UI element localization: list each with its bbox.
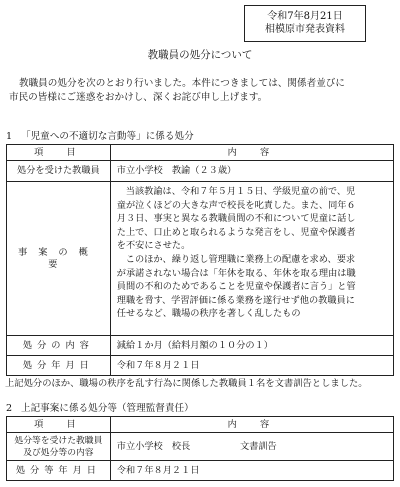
section-2-table xyxy=(6,416,394,481)
date-value: 令和７年８月２１日 xyxy=(110,356,393,376)
person-value: 市立小学校 教諭（２３歳） xyxy=(110,161,393,182)
section-2-title: 上記事案に係る処分等（管理監督責任） xyxy=(21,403,194,414)
col-header-item: 項 目 xyxy=(7,417,111,433)
table-header-row xyxy=(7,145,394,161)
section-1-table xyxy=(6,144,394,376)
summary-paragraph-2: このほか、繰り返し管理職に業務上の配慮を求め、要求 が承諾されない場合は「年休を取る、年休を取る理由は職 員間の不和のためであることを児童や保護者に言う」と管 理職を脅す、学習評価に係る業務を遂行せず他の教職員に 任せるなど、職場の秩序を著しく乱したもの xyxy=(116,253,356,320)
summary-label: 事案の概要 xyxy=(7,182,111,336)
table-header-row xyxy=(7,417,394,433)
date-value: 令和７年８月２１日 xyxy=(110,461,393,481)
additional-note: 上記処分のほか、職場の秩序を乱す行為に関係した教職員１名を文書訓告としました。 xyxy=(5,378,368,389)
release-date: 令和7年8月21日 xyxy=(267,11,343,22)
section-2-number: 2 xyxy=(6,403,13,414)
section-2-heading xyxy=(6,403,194,415)
table-row xyxy=(7,433,394,461)
col-header-item: 項 目 xyxy=(7,145,111,161)
intro-line-2: 市民の皆様にご迷惑をおかけし、深くお詫び申し上げます。 xyxy=(9,91,268,103)
release-source: 相模原市発表資料 xyxy=(265,24,345,35)
document-title: 教職員の処分について xyxy=(147,49,253,61)
person-label: 処分を受けた教職員 xyxy=(7,161,111,182)
penalty-label: 処分の内容 xyxy=(7,336,111,356)
section-1-title: 「児童への不適切な言動等」に係る処分 xyxy=(21,131,194,142)
table-row xyxy=(7,161,394,182)
table-row xyxy=(7,336,394,356)
col-header-content: 内 容 xyxy=(110,417,393,433)
summary-detail xyxy=(110,182,393,336)
table-row xyxy=(7,182,394,336)
press-release-stamp xyxy=(244,5,366,42)
person-label: 処分等を受けた教職員 及び処分等の内容 xyxy=(7,433,111,461)
penalty-value: 減給１か月（給料月額の１０分の１） xyxy=(110,336,393,356)
intro-paragraph xyxy=(9,77,393,104)
person-value: 市立小学校 校長 xyxy=(110,433,234,461)
table-row xyxy=(7,356,394,376)
person-penalty: 文書訓告 xyxy=(234,433,394,461)
col-header-content: 内 容 xyxy=(110,145,393,161)
date-label: 処分年月日 xyxy=(7,356,111,376)
section-1-number: 1 xyxy=(6,131,13,142)
summary-paragraph-1: 当該教諭は、令和７年５月１５日、学級児童の前で、児 童が泣くほどの大きな声で校長を叱責した。また、同年６ 月３日、事実と異なる教職員間の不和について児童に話し た上で、口止めと取られるような発言をし、児童や保護者 を不安にさせた。 xyxy=(116,186,356,252)
date-label: 処分等年月日 xyxy=(7,461,111,481)
table-row xyxy=(7,461,394,481)
intro-line-1: 教職員の処分を次のとおり行いました。本件につきましては、関係者並びに xyxy=(19,78,345,89)
section-1-heading xyxy=(6,131,194,143)
